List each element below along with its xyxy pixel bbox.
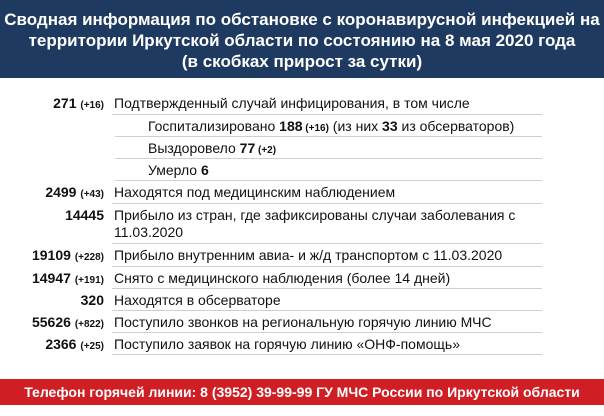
table-row	[0, 137, 604, 159]
header-title-line-2: территории Иркутской области по состоянию на 8 мая 2020 года	[28, 31, 576, 50]
row-label: Выздоровело 77 (+2)	[148, 140, 277, 156]
row-label: Умерло 6	[148, 162, 209, 178]
info-table	[0, 92, 604, 355]
row-value: 271 (+16)	[53, 95, 104, 111]
table-row	[0, 115, 604, 137]
row-value: 320	[80, 292, 104, 308]
row-label: Поступило заявок на горячую линию «ОНФ-помощь»	[114, 336, 460, 352]
row-label: Госпитализировано 188 (+16) (из них 33 из обсерваторов)	[148, 118, 515, 134]
table-row	[0, 289, 604, 311]
header-title-line-1: Сводная информация по обстановке с коронавирусной инфекцией на	[4, 10, 600, 29]
row-label: Снято с медицинского наблюдения (более 14 дней)	[114, 270, 451, 286]
row-value: 2366 (+25)	[45, 336, 104, 352]
table-row	[0, 159, 604, 181]
table-row	[0, 181, 604, 204]
row-label: Находятся в обсерваторе	[114, 292, 281, 308]
header-banner	[0, 0, 604, 78]
hotline-footer: Телефон горячей линии: 8 (3952) 39-99-99 ГУ МЧС России по Иркутской области	[0, 379, 604, 405]
table-row	[0, 267, 604, 289]
table-row	[0, 92, 604, 115]
row-value: 2499 (+43)	[45, 184, 104, 200]
row-value: 19109 (+228)	[31, 247, 104, 263]
row-label: Подтвержденный случай инфицирования, в том числе	[114, 95, 470, 111]
row-label: Прибыло внутренним авиа- и ж/д транспортом с 11.03.2020	[114, 247, 503, 263]
table-row	[0, 244, 604, 267]
row-label: Прибыло из стран, где зафиксированы случаи заболевания с 11.03.2020	[114, 207, 516, 240]
row-label: Находятся под медицинским наблюдением	[114, 184, 396, 200]
row-value: 55626 (+822)	[31, 314, 104, 330]
table-row	[0, 333, 604, 355]
row-divider	[112, 354, 542, 355]
table-row	[0, 311, 604, 333]
row-label: Поступило звонков на региональную горячую линию МЧС	[114, 314, 492, 330]
row-value: 14445	[65, 207, 104, 223]
row-value: 14947 (+191)	[31, 270, 104, 286]
table-row	[0, 204, 604, 244]
header-subtitle: (в скобках прирост за сутки)	[181, 52, 423, 71]
